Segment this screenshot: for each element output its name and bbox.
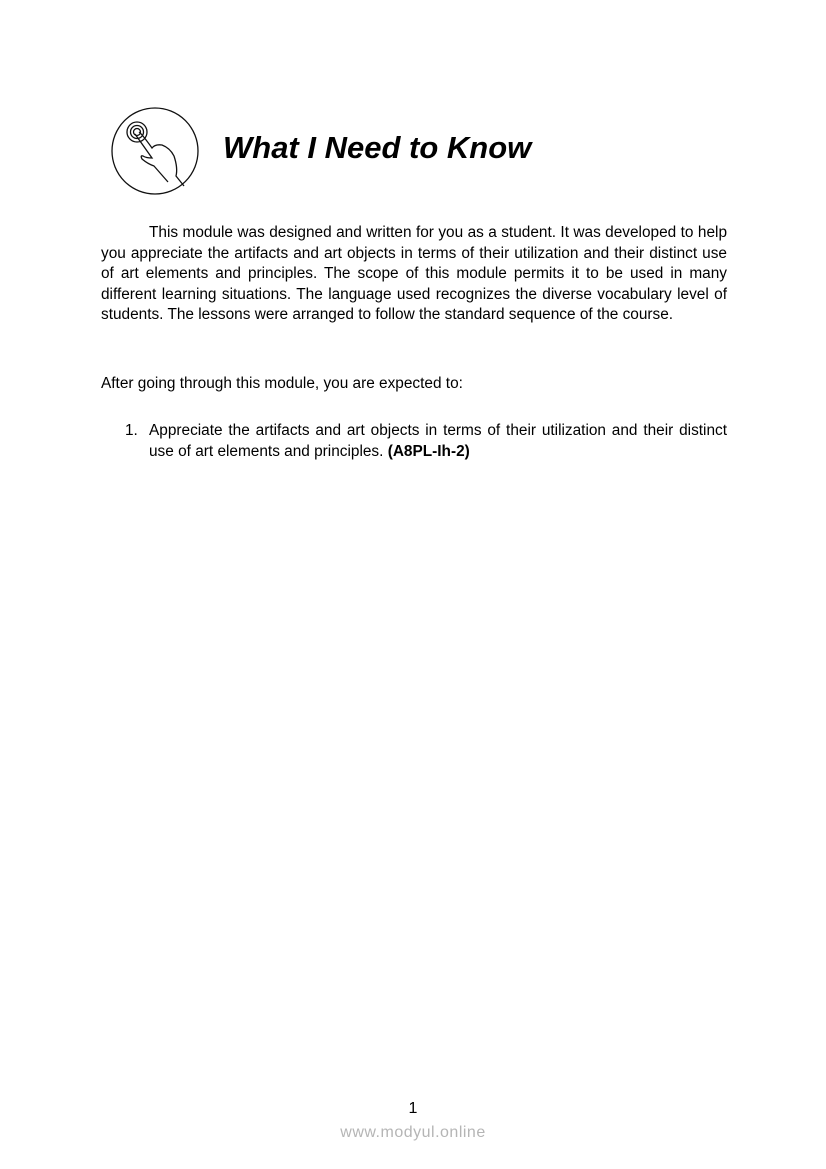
list-number: 1. xyxy=(125,422,138,439)
page-title: What I Need to Know xyxy=(223,130,532,165)
pointing-hand-icon xyxy=(110,106,200,196)
website-watermark: www.modyul.online xyxy=(340,1124,486,1141)
intro-paragraph: This module was designed and written for you as a student. It was developed to help you appreciate the artifacts and art objects in terms of their utilization and their distinct use of art elements and principles. The scope of this module permits it to be used in many different learning situations. The language used recognizes the diverse vocabulary level of students. The lessons were arranged to follow the standard sequence of the course. xyxy=(101,224,727,324)
objective-text: Appreciate the artifacts and art objects in terms of their utilization and their distinct use of art elements and principles. xyxy=(149,422,727,460)
list-item xyxy=(101,421,727,462)
competency-code: (A8PL-Ih-2) xyxy=(387,442,470,460)
expectations-intro: After going through this module, you are expected to: xyxy=(101,375,463,392)
page-number: 1 xyxy=(408,1100,418,1117)
objectives-list xyxy=(101,421,727,462)
